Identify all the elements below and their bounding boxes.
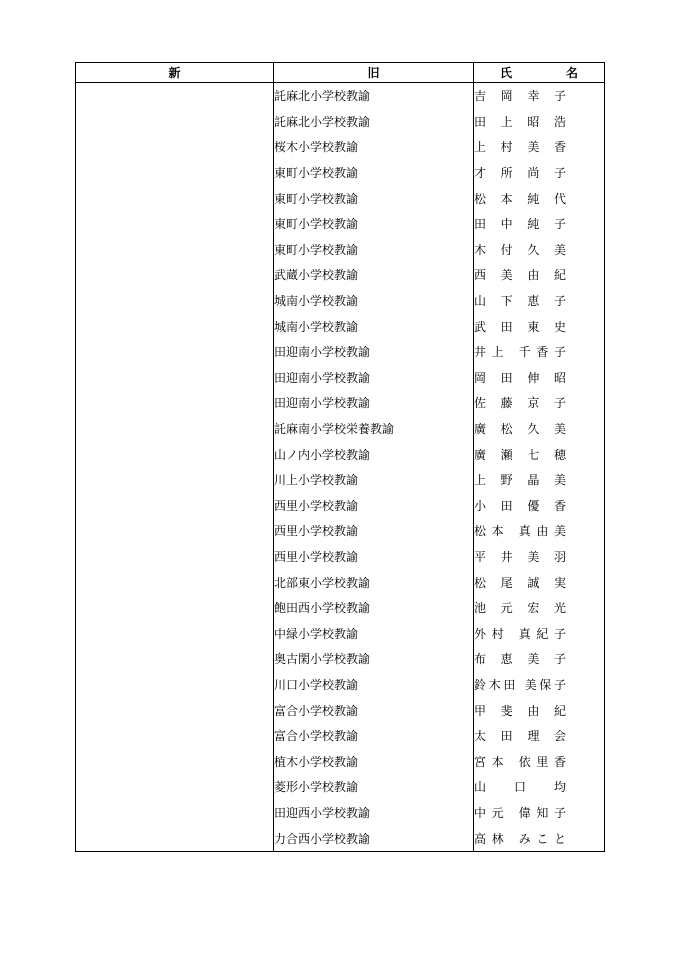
cell-name [474, 185, 605, 211]
table-row [76, 365, 605, 391]
person-name: 山 口 均 [474, 780, 566, 795]
cell-new-position [76, 390, 274, 416]
table-row [76, 672, 605, 698]
personnel-transfer-table [75, 62, 605, 852]
person-name: 木 付 久 美 [474, 242, 566, 257]
cell-old-position: 託麻南小学校栄養教諭 [274, 416, 474, 442]
cell-new-position [76, 211, 274, 237]
table-row [76, 620, 605, 646]
header-old: 旧 [274, 63, 474, 83]
person-name: 吉 岡 幸 子 [474, 89, 566, 104]
person-name: 田 中 純 子 [474, 217, 566, 232]
cell-name [474, 262, 605, 288]
cell-name [474, 697, 605, 723]
cell-name [474, 544, 605, 570]
cell-old-position: 託麻北小学校教諭 [274, 83, 474, 109]
table-row [76, 185, 605, 211]
table-row [76, 83, 605, 109]
cell-name [474, 365, 605, 391]
cell-name [474, 339, 605, 365]
cell-new-position [76, 416, 274, 442]
person-name: 布 恵 美 子 [474, 652, 566, 667]
cell-old-position: 武蔵小学校教諭 [274, 262, 474, 288]
cell-old-position: 植木小学校教諭 [274, 748, 474, 774]
table-row [76, 416, 605, 442]
table-row [76, 723, 605, 749]
person-name: 中元 偉知子 [474, 805, 566, 820]
cell-old-position: 西里小学校教諭 [274, 493, 474, 519]
cell-old-position: 西里小学校教諭 [274, 518, 474, 544]
table-row [76, 569, 605, 595]
table-row [76, 493, 605, 519]
cell-new-position [76, 544, 274, 570]
cell-name [474, 288, 605, 314]
cell-name [474, 467, 605, 493]
cell-name [474, 83, 605, 109]
cell-old-position: 託麻北小学校教諭 [274, 109, 474, 135]
table-body [76, 83, 605, 852]
cell-new-position [76, 825, 274, 851]
cell-new-position [76, 160, 274, 186]
table-row [76, 544, 605, 570]
table-header-row [76, 63, 605, 83]
person-name: 廣 松 久 美 [474, 422, 566, 437]
cell-name [474, 646, 605, 672]
cell-name [474, 825, 605, 851]
table-row [76, 825, 605, 851]
person-name: 田 上 昭 浩 [474, 114, 566, 129]
cell-old-position: 田迎南小学校教諭 [274, 339, 474, 365]
cell-new-position [76, 365, 274, 391]
table-row [76, 441, 605, 467]
person-name: 外村 真紀子 [474, 626, 566, 641]
cell-name [474, 109, 605, 135]
table-row [76, 211, 605, 237]
table-row [76, 697, 605, 723]
cell-old-position: 田迎南小学校教諭 [274, 365, 474, 391]
cell-name [474, 441, 605, 467]
person-name: 佐 藤 京 子 [474, 396, 566, 411]
table-row [76, 262, 605, 288]
cell-old-position: 飽田西小学校教諭 [274, 595, 474, 621]
table-row [76, 748, 605, 774]
cell-old-position: 城南小学校教諭 [274, 288, 474, 314]
cell-old-position: 北部東小学校教諭 [274, 569, 474, 595]
cell-old-position: 富合小学校教諭 [274, 723, 474, 749]
cell-old-position: 山ノ内小学校教諭 [274, 441, 474, 467]
cell-name [474, 569, 605, 595]
cell-new-position [76, 595, 274, 621]
cell-name [474, 672, 605, 698]
cell-new-position [76, 646, 274, 672]
person-name: 小 田 優 香 [474, 498, 566, 513]
table-row [76, 390, 605, 416]
table-row [76, 134, 605, 160]
person-name: 松 尾 誠 実 [474, 575, 566, 590]
table-row [76, 339, 605, 365]
cell-old-position: 西里小学校教諭 [274, 544, 474, 570]
cell-new-position [76, 262, 274, 288]
cell-old-position: 中緑小学校教諭 [274, 620, 474, 646]
person-name: 平 井 美 羽 [474, 549, 566, 564]
cell-new-position [76, 723, 274, 749]
cell-new-position [76, 185, 274, 211]
cell-new-position [76, 134, 274, 160]
table-row [76, 800, 605, 826]
cell-old-position: 東町小学校教諭 [274, 160, 474, 186]
cell-old-position: 力合西小学校教諭 [274, 825, 474, 851]
cell-new-position [76, 83, 274, 109]
table-row [76, 774, 605, 800]
cell-new-position [76, 288, 274, 314]
person-name: 井上 千香子 [474, 345, 566, 360]
person-name: 上 野 晶 美 [474, 473, 566, 488]
cell-new-position [76, 569, 274, 595]
person-name: 太 田 理 会 [474, 729, 566, 744]
cell-name [474, 416, 605, 442]
person-name: 廣 瀬 七 穂 [474, 447, 566, 462]
cell-new-position [76, 493, 274, 519]
cell-name [474, 493, 605, 519]
cell-old-position: 東町小学校教諭 [274, 237, 474, 263]
person-name: 岡 田 伸 昭 [474, 370, 566, 385]
cell-new-position [76, 339, 274, 365]
table-row [76, 160, 605, 186]
person-name: 高林 みこと [474, 831, 566, 846]
header-new: 新 [76, 63, 274, 83]
cell-name [474, 774, 605, 800]
person-name: 宮本 依里香 [474, 754, 566, 769]
cell-name [474, 390, 605, 416]
cell-new-position [76, 467, 274, 493]
person-name: 松 本 純 代 [474, 191, 566, 206]
table-row [76, 288, 605, 314]
cell-old-position: 川上小学校教諭 [274, 467, 474, 493]
cell-old-position: 富合小学校教諭 [274, 697, 474, 723]
table-row [76, 646, 605, 672]
cell-name [474, 211, 605, 237]
cell-old-position: 川口小学校教諭 [274, 672, 474, 698]
cell-old-position: 城南小学校教諭 [274, 313, 474, 339]
table-row [76, 237, 605, 263]
cell-old-position: 桜木小学校教諭 [274, 134, 474, 160]
cell-name [474, 620, 605, 646]
header-name-label: 氏 名 [500, 66, 578, 80]
cell-old-position: 菱形小学校教諭 [274, 774, 474, 800]
table-row [76, 109, 605, 135]
cell-new-position [76, 774, 274, 800]
cell-name [474, 237, 605, 263]
cell-new-position [76, 313, 274, 339]
cell-old-position: 東町小学校教諭 [274, 185, 474, 211]
cell-old-position: 田迎西小学校教諭 [274, 800, 474, 826]
cell-new-position [76, 518, 274, 544]
cell-new-position [76, 672, 274, 698]
header-name [474, 63, 605, 83]
cell-new-position [76, 109, 274, 135]
cell-new-position [76, 800, 274, 826]
person-name: 甲 斐 由 紀 [474, 703, 566, 718]
person-name: 松本 真由美 [474, 524, 566, 539]
personnel-table-wrapper [75, 62, 604, 852]
cell-name [474, 134, 605, 160]
cell-new-position [76, 620, 274, 646]
cell-name [474, 748, 605, 774]
person-name: 西 美 由 紀 [474, 268, 566, 283]
cell-new-position [76, 441, 274, 467]
table-row [76, 313, 605, 339]
person-name: 鈴木田 美保子 [474, 677, 566, 692]
cell-name [474, 518, 605, 544]
cell-new-position [76, 748, 274, 774]
person-name: 山 下 恵 子 [474, 294, 566, 309]
cell-name [474, 723, 605, 749]
cell-new-position [76, 697, 274, 723]
person-name: 武 田 東 史 [474, 319, 566, 334]
table-row [76, 518, 605, 544]
table-row [76, 595, 605, 621]
table-row [76, 467, 605, 493]
cell-old-position: 奥古閑小学校教諭 [274, 646, 474, 672]
cell-name [474, 160, 605, 186]
person-name: 才 所 尚 子 [474, 166, 566, 181]
cell-name [474, 595, 605, 621]
cell-new-position [76, 237, 274, 263]
cell-name [474, 313, 605, 339]
person-name: 池 元 宏 光 [474, 601, 566, 616]
cell-name [474, 800, 605, 826]
cell-old-position: 田迎南小学校教諭 [274, 390, 474, 416]
cell-old-position: 東町小学校教諭 [274, 211, 474, 237]
person-name: 上 村 美 香 [474, 140, 566, 155]
